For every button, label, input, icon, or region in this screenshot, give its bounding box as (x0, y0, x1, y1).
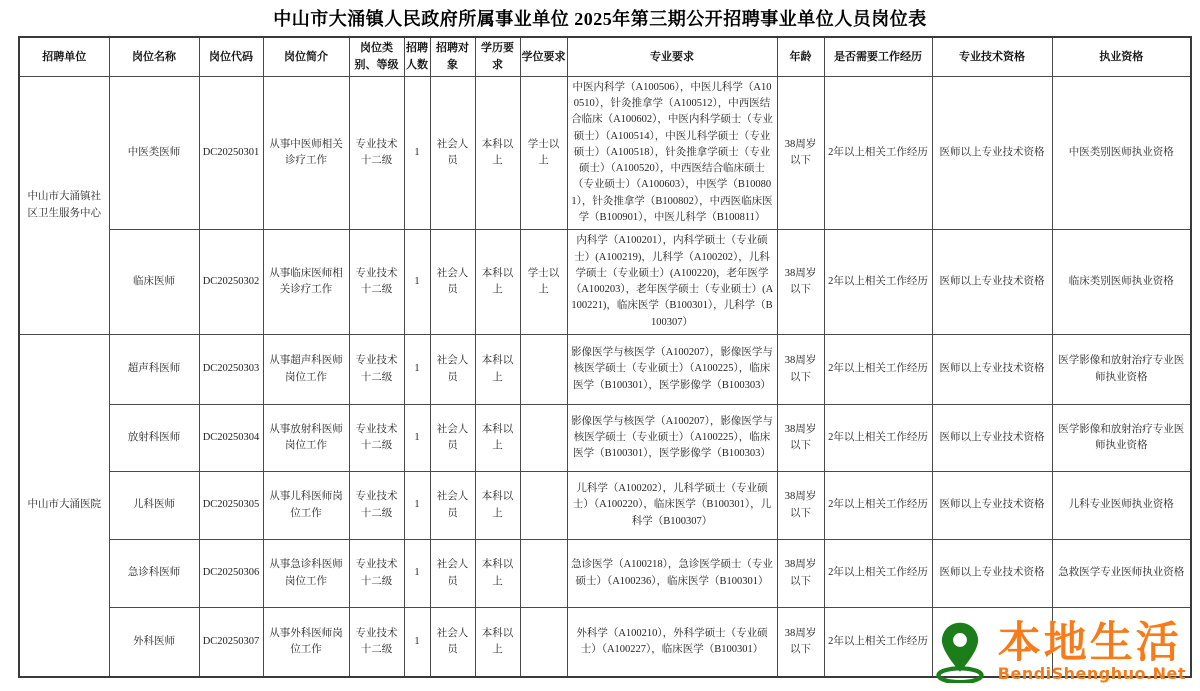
cell-category: 专业技术十二级 (349, 335, 404, 405)
cell-desc: 从事外科医师岗位工作 (263, 608, 349, 677)
cell-edu: 本科以上 (475, 230, 520, 335)
cell-experience: 2年以上相关工作经历 (824, 77, 932, 230)
cell-major: 儿科学（A100202），儿科学硕士（专业硕士）（A100220），临床医学（B100301），儿科学（B100307） (567, 472, 777, 540)
table-row (19, 540, 1191, 608)
cell-major: 影像医学与核医学（A100207），影像医学与核医学硕士（专业硕士）（A100225），临床医学（B100301），医学影像学（B100303） (567, 335, 777, 405)
cell-count: 1 (404, 77, 430, 230)
cell-target: 社会人员 (430, 608, 475, 677)
cell-recruiting-unit: 中山市大涌医院 (19, 335, 109, 677)
table-row (19, 230, 1191, 335)
header-cell-2: 岗位代码 (199, 37, 263, 77)
cell-age: 38周岁以下 (777, 540, 824, 608)
cell-tech-qual: 医师以上专业技术资格 (932, 405, 1052, 472)
header-row (19, 37, 1191, 77)
cell-desc: 从事急诊科医师岗位工作 (263, 540, 349, 608)
cell-age: 38周岁以下 (777, 77, 824, 230)
cell-code: DC20250306 (199, 540, 263, 608)
table-container (18, 36, 1192, 678)
cell-recruiting-unit: 中山市大涌镇社区卫生服务中心 (19, 77, 109, 335)
cell-desc: 从事儿科医师岗位工作 (263, 472, 349, 540)
cell-name: 急诊科医师 (109, 540, 199, 608)
cell-degree (520, 540, 567, 608)
cell-code: DC20250307 (199, 608, 263, 677)
cell-practice-qual: 医学影像和放射治疗专业医师执业资格 (1052, 335, 1191, 405)
cell-practice-qual: 临床类别医师执业资格 (1052, 230, 1191, 335)
cell-category: 专业技术十二级 (349, 77, 404, 230)
header-cell-13: 执业资格 (1052, 37, 1191, 77)
watermark-cn-text: 本地生活 (997, 618, 1182, 669)
cell-edu: 本科以上 (475, 608, 520, 677)
cell-edu: 本科以上 (475, 335, 520, 405)
cell-code: DC20250302 (199, 230, 263, 335)
cell-degree: 学士以上 (520, 230, 567, 335)
header-cell-9: 专业要求 (567, 37, 777, 77)
cell-major: 影像医学与核医学（A100207），影像医学与核医学硕士（专业硕士）（A100225），临床医学（B100301），医学影像学（B100303） (567, 405, 777, 472)
cell-count: 1 (404, 472, 430, 540)
cell-desc: 从事放射科医师岗位工作 (263, 405, 349, 472)
cell-target: 社会人员 (430, 77, 475, 230)
cell-degree (520, 405, 567, 472)
cell-name: 临床医师 (109, 230, 199, 335)
cell-edu: 本科以上 (475, 405, 520, 472)
header-cell-10: 年龄 (777, 37, 824, 77)
cell-code: DC20250305 (199, 472, 263, 540)
cell-tech-qual: 医师以上专业技术资格 (932, 540, 1052, 608)
cell-age: 38周岁以下 (777, 472, 824, 540)
cell-experience: 2年以上相关工作经历 (824, 540, 932, 608)
table-row (19, 77, 1191, 230)
cell-experience: 2年以上相关工作经历 (824, 472, 932, 540)
cell-degree (520, 472, 567, 540)
table-row (19, 335, 1191, 405)
cell-tech-qual: 医师以上专业技术资格 (932, 77, 1052, 230)
watermark-logo (934, 618, 1186, 684)
page-title: 中山市大涌镇人民政府所属事业单位 2025年第三期公开招聘事业单位人员岗位表 (273, 9, 927, 29)
cell-major: 急诊医学（A100218），急诊医学硕士（专业硕士）（A100236），临床医学（B100301） (567, 540, 777, 608)
cell-tech-qual: 医师以上专业技术资格 (932, 335, 1052, 405)
cell-practice-qual: 急救医学专业医师执业资格 (1052, 540, 1191, 608)
cell-practice-qual: 中医类别医师执业资格 (1052, 77, 1191, 230)
cell-code: DC20250303 (199, 335, 263, 405)
cell-age: 38周岁以下 (777, 335, 824, 405)
cell-category: 专业技术十二级 (349, 608, 404, 677)
cell-edu: 本科以上 (475, 540, 520, 608)
header-cell-7: 学历要求 (475, 37, 520, 77)
cell-age: 38周岁以下 (777, 230, 824, 335)
table-body (19, 77, 1191, 677)
cell-target: 社会人员 (430, 540, 475, 608)
cell-name: 中医类医师 (109, 77, 199, 230)
header-cell-6: 招聘对象 (430, 37, 475, 77)
cell-code: DC20250301 (199, 77, 263, 230)
header-cell-0: 招聘单位 (19, 37, 109, 77)
cell-desc: 从事超声科医师岗位工作 (263, 335, 349, 405)
header-cell-3: 岗位简介 (263, 37, 349, 77)
cell-code: DC20250304 (199, 405, 263, 472)
cell-major: 外科学（A100210），外科学硕士（专业硕士）（A100227），临床医学（B100301） (567, 608, 777, 677)
cell-experience: 2年以上相关工作经历 (824, 608, 932, 677)
cell-degree: 学士以上 (520, 77, 567, 230)
cell-major: 中医内科学（A100506），中医儿科学（A100510），针灸推拿学（A100512），中西医结合临床（A100602），中医内科学硕士（专业硕士）（A100514），中医儿科学硕士（专业硕士）（A100518），针灸推拿学硕士（专业硕士）（A100520），中西医结合临床硕士（专业硕士）（A100603），中医学（B100801），针灸推拿学（B100802），中西医临床医学（B100901），中医儿科学（B100811） (567, 77, 777, 230)
cell-name: 外科医师 (109, 608, 199, 677)
cell-category: 专业技术十二级 (349, 540, 404, 608)
location-pin-icon (934, 621, 986, 683)
cell-name: 放射科医师 (109, 405, 199, 472)
cell-desc: 从事临床医师相关诊疗工作 (263, 230, 349, 335)
cell-practice-qual: 医学影像和放射治疗专业医师执业资格 (1052, 405, 1191, 472)
cell-age: 38周岁以下 (777, 608, 824, 677)
cell-count: 1 (404, 405, 430, 472)
cell-edu: 本科以上 (475, 472, 520, 540)
cell-degree (520, 335, 567, 405)
cell-experience: 2年以上相关工作经历 (824, 230, 932, 335)
table-header (19, 37, 1191, 77)
table-row (19, 405, 1191, 472)
cell-target: 社会人员 (430, 230, 475, 335)
cell-name: 儿科医师 (109, 472, 199, 540)
cell-edu: 本科以上 (475, 77, 520, 230)
header-cell-8: 学位要求 (520, 37, 567, 77)
cell-count: 1 (404, 540, 430, 608)
watermark-text (997, 618, 1186, 684)
cell-experience: 2年以上相关工作经历 (824, 405, 932, 472)
header-cell-11: 是否需要工作经历 (824, 37, 932, 77)
header-cell-5: 招聘人数 (404, 37, 430, 77)
cell-count: 1 (404, 608, 430, 677)
watermark-en-text: BendiShenghuo.Net (997, 664, 1186, 684)
header-cell-12: 专业技术资格 (932, 37, 1052, 77)
table-row (19, 472, 1191, 540)
header-cell-4: 岗位类别、等级 (349, 37, 404, 77)
job-positions-table (18, 36, 1192, 678)
cell-target: 社会人员 (430, 335, 475, 405)
cell-count: 1 (404, 230, 430, 335)
cell-tech-qual: 医师以上专业技术资格 (932, 472, 1052, 540)
cell-category: 专业技术十二级 (349, 230, 404, 335)
cell-name: 超声科医师 (109, 335, 199, 405)
header-cell-1: 岗位名称 (109, 37, 199, 77)
cell-experience: 2年以上相关工作经历 (824, 335, 932, 405)
cell-category: 专业技术十二级 (349, 405, 404, 472)
cell-target: 社会人员 (430, 472, 475, 540)
cell-tech-qual: 医师以上专业技术资格 (932, 230, 1052, 335)
cell-category: 专业技术十二级 (349, 472, 404, 540)
cell-target: 社会人员 (430, 405, 475, 472)
cell-desc: 从事中医师相关诊疗工作 (263, 77, 349, 230)
cell-major: 内科学（A100201），内科学硕士（专业硕士）(A100219)，儿科学（A100202），儿科学硕士（专业硕士）(A100220)，老年医学（A100203），老年医学硕士（专业硕士）(A100221)，临床医学（B100301），儿科学（B100307） (567, 230, 777, 335)
cell-count: 1 (404, 335, 430, 405)
cell-degree (520, 608, 567, 677)
cell-practice-qual: 儿科专业医师执业资格 (1052, 472, 1191, 540)
cell-age: 38周岁以下 (777, 405, 824, 472)
